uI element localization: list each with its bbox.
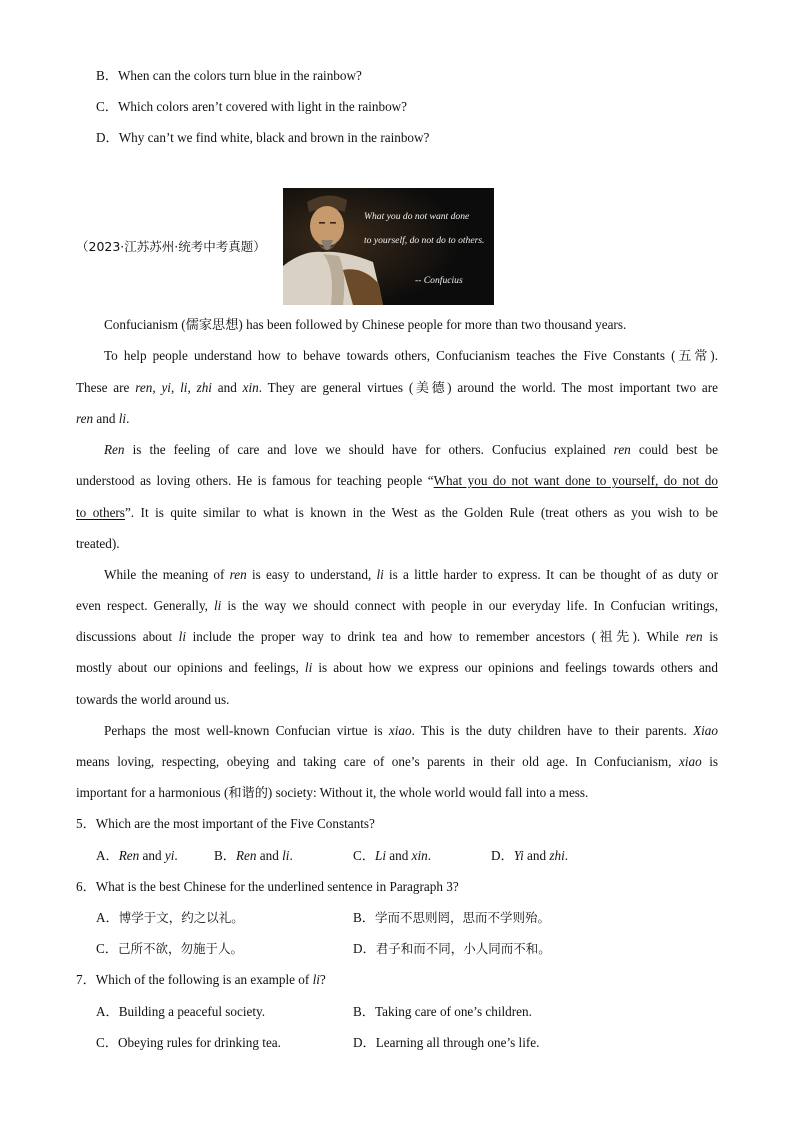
paragraph-1: Confucianism (儒家思想) has been followed by Chinese people for more than two thousand years. bbox=[104, 317, 627, 332]
paragraph-4-line-1: While the meaning of ren is easy to understand, li is a little harder to express. It can be thought of as duty or bbox=[104, 567, 718, 582]
paragraph-4-line-5: towards the world around us. bbox=[76, 692, 230, 707]
paragraph-5-line-1: Perhaps the most well-known Confucian virtue is xiao. This is the duty children have to their parents. Xiao bbox=[104, 723, 718, 738]
question-7-option-c[interactable]: C．Obeying rules for drinking tea. bbox=[96, 1035, 281, 1050]
question-6-option-d[interactable]: D．君子和而不同，小人同而不和。 bbox=[353, 941, 551, 956]
option-d-prev: D．Why can’t we find white, black and brown in the rainbow? bbox=[96, 130, 430, 145]
question-5-option-a[interactable]: A．Ren and yi. bbox=[96, 848, 178, 863]
paragraph-2-line-1: To help people understand how to behave towards others, Confucianism teaches the Five Constants (五常). bbox=[104, 348, 718, 363]
paragraph-5-line-3: important for a harmonious (和谐的) society: Without it, the whole world would fall into a mess. bbox=[76, 785, 589, 800]
question-7-option-b[interactable]: B．Taking care of one’s children. bbox=[353, 1004, 532, 1019]
question-5-option-d[interactable]: D．Yi and zhi. bbox=[491, 848, 569, 863]
paragraph-2-line-3: ren and li. bbox=[76, 411, 130, 426]
paragraph-4-line-3: discussions about li include the proper way to drink tea and how to remember ancestors (祖先). While ren is bbox=[76, 629, 718, 644]
quote-line-1: What you do not want done bbox=[364, 211, 470, 222]
paragraph-3-line-4: treated). bbox=[76, 536, 120, 551]
option-c-prev: C．Which colors aren’t covered with light in the rainbow? bbox=[96, 99, 408, 114]
underlined-sentence-part-2: to others bbox=[76, 505, 125, 520]
source-label: （2023·江苏苏州·统考中考真题） bbox=[76, 239, 266, 254]
paragraph-3-line-3: to others”. It is quite similar to what is known in the West as the Golden Rule (treat others as you wish to be bbox=[76, 505, 718, 520]
paragraph-4-line-4: mostly about our opinions and feelings, li is about how we express our opinions and feelings towards others and bbox=[76, 660, 718, 675]
question-6-stem: 6．What is the best Chinese for the underlined sentence in Paragraph 3? bbox=[76, 879, 459, 894]
paragraph-3-line-1: Ren is the feeling of care and love we should have for others. Confucius explained ren could best be bbox=[104, 442, 718, 457]
question-5-option-c[interactable]: C．Li and xin. bbox=[353, 848, 432, 863]
quote-attribution: -- Confucius bbox=[415, 275, 463, 286]
question-7-stem: 7．Which of the following is an example of li? bbox=[76, 972, 326, 987]
question-6-option-c[interactable]: C．己所不欲，勿施于人。 bbox=[96, 941, 243, 956]
quote-line-2: to yourself, do not do to others. bbox=[364, 235, 485, 246]
option-b-prev: B．When can the colors turn blue in the rainbow? bbox=[96, 68, 362, 83]
paragraph-2-line-2: These are ren, yi, li, zhi and xin. They are general virtues (美德) around the world. The most important two are bbox=[76, 380, 719, 395]
question-7-option-a[interactable]: A．Building a peaceful society. bbox=[96, 1004, 266, 1019]
confucius-quote-image bbox=[283, 188, 494, 305]
paragraph-3-line-2: understood as loving others. He is famous for teaching people “What you do not want done to yourself, do not do bbox=[76, 473, 718, 488]
question-6-option-b[interactable]: B．学而不思则罔，思而不学则殆。 bbox=[353, 910, 550, 925]
paragraph-4-line-2: even respect. Generally, li is the way we should connect with people in our everyday life. In Confucian writings, bbox=[76, 598, 718, 613]
paragraph-5-line-2: means loving, respecting, obeying and taking care of one’s parents in their old age. In Confucianism, xiao is bbox=[76, 754, 719, 769]
question-7-option-d[interactable]: D．Learning all through one’s life. bbox=[353, 1035, 540, 1050]
question-5-stem: 5．Which are the most important of the Five Constants? bbox=[76, 816, 375, 831]
question-5-option-b[interactable]: B．Ren and li. bbox=[214, 848, 293, 863]
question-6-option-a[interactable]: A．博学于文，约之以礼。 bbox=[96, 910, 244, 925]
underlined-sentence-part-1: What you do not want done to yourself, do not do bbox=[433, 473, 718, 488]
